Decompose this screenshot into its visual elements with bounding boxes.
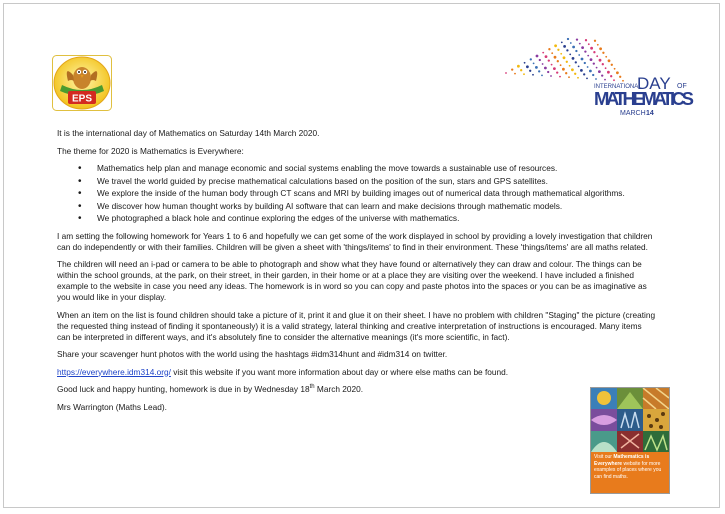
- logo-dot: [580, 69, 583, 72]
- logo-dot: [614, 68, 616, 70]
- logo-dot: [565, 72, 567, 74]
- theme-bullet-list: [57, 163, 657, 224]
- logo-dot: [599, 47, 602, 50]
- logo-dot: [514, 73, 516, 75]
- theme-paragraph: The theme for 2020 is Mathematics is Everywhere:: [57, 145, 244, 156]
- logo-dot: [542, 52, 544, 54]
- logo-dot: [557, 49, 559, 51]
- logo-dot: [589, 70, 592, 73]
- logo-dot: [529, 70, 531, 72]
- logo-dot: [604, 79, 606, 81]
- logo-dot: [605, 67, 607, 69]
- bullet-item: • We explore the inside of the human body through CT scans and MRI by building images out of numerical data through mathematical algorithms.: [97, 188, 657, 199]
- bullet-item: • We travel the world guided by precise mathematical calculations based on the position of the sun, stars and GPS satellites.: [97, 176, 657, 187]
- logo-dot: [556, 71, 558, 73]
- logo-dot: [596, 55, 598, 57]
- event-logo-international: INTERNATIONAL: [594, 84, 642, 90]
- logo-dot: [587, 55, 589, 57]
- event-logo: [484, 33, 696, 117]
- logo-dot: [553, 67, 556, 70]
- logo-dot: [584, 62, 586, 64]
- bullet-item: • We photographed a black hole and continue exploring the edges of the universe with mathematics.: [97, 213, 657, 224]
- logo-dot: [523, 73, 525, 75]
- logo-dot: [532, 74, 534, 76]
- logo-dot: [562, 68, 565, 71]
- logo-dot: [578, 54, 580, 56]
- website-description: visit this website if you want more information about day or where else maths can be found.: [170, 366, 509, 377]
- promo-photo-collage: [591, 388, 669, 452]
- logo-dot: [576, 38, 578, 40]
- logo-dot: [517, 65, 520, 68]
- logo-dot: [511, 68, 513, 70]
- logo-dot: [569, 54, 571, 56]
- logo-dot: [559, 76, 561, 78]
- logo-dot: [536, 55, 539, 58]
- logo-dot: [595, 78, 597, 80]
- logo-dot: [535, 66, 538, 69]
- logo-dot: [581, 46, 584, 49]
- logo-dot: [611, 64, 613, 66]
- logo-dot: [567, 38, 569, 40]
- logo-dot: [548, 59, 550, 61]
- event-logo-of: OF: [677, 83, 687, 90]
- logo-dot: [548, 48, 550, 50]
- logo-dot: [524, 62, 526, 64]
- logo-dot: [575, 50, 577, 52]
- logo-dot: [569, 65, 571, 67]
- logo-dot: [616, 71, 619, 74]
- logo-dot: [560, 64, 562, 66]
- logo-dot: [601, 74, 603, 76]
- logo-dot: [578, 66, 580, 68]
- logo-dot: [581, 58, 584, 61]
- logo-dot: [590, 47, 593, 50]
- logo-dot: [570, 42, 572, 44]
- logo-dot: [596, 67, 598, 69]
- logo-dot: [520, 69, 522, 71]
- logo-dot: [613, 79, 615, 81]
- event-logo-day: DAY: [637, 74, 671, 93]
- event-logo-march: MARCH: [620, 110, 646, 117]
- share-paragraph: Share your scavenger hunt photos with the world using the hashtags #idm314hunt and #idm314 on twitter.: [57, 349, 448, 359]
- logo-dot: [599, 59, 602, 62]
- logo-dot: [584, 50, 586, 52]
- logo-dot: [592, 74, 594, 76]
- logo-dot: [561, 42, 563, 44]
- logo-dot: [563, 45, 566, 48]
- logo-dot: [545, 55, 548, 58]
- logo-dot: [568, 76, 570, 78]
- logo-dot: [622, 80, 624, 82]
- event-logo-14: 14: [646, 110, 654, 117]
- logo-dot: [530, 58, 532, 60]
- logo-dot: [551, 52, 553, 54]
- logo-dot: [593, 51, 595, 53]
- logo-dot: [533, 63, 535, 65]
- logo-dot: [560, 53, 562, 55]
- logo-dot: [563, 56, 566, 59]
- event-logo-mathematics: MATHEMATICS: [594, 88, 694, 109]
- logo-dot: [607, 71, 610, 74]
- logo-dot: [538, 70, 540, 72]
- dot-fan-graphic: [505, 38, 624, 82]
- equipment-paragraph: The children will need an i-pad or camera to be able to photograph and show what they have found or alternatively they can draw and colour. The things can be within the school grounds, at the park, on their street, in their garden, in their home or at a place they are visiting over the weekend. I have included a finished example to the website in case you need any ideas. The homework is in word so you can copy and paste photos into the spaces or you can be as imaginative as you would like in your display.: [57, 259, 647, 302]
- signature: Mrs Warrington (Maths Lead).: [57, 401, 167, 412]
- logo-dot: [588, 43, 590, 45]
- logo-dot: [550, 75, 552, 77]
- logo-dot: [598, 70, 601, 73]
- instructions-paragraph: When an item on the list is found children should take a picture of it, print it and glue it on their sheet. I have no problem with children "Staging" the picture (creating the requested thing instead of finding it spontaneously) it is a valid strategy, lateral thinking and creative interpretation of instructions is encouraged. Many items can be interpreted in different ways, and it's absolutely fine to consider the alternative meanings (it's more scientific, in fact).: [57, 309, 656, 342]
- website-paragraph: [57, 367, 657, 378]
- logo-dot: [585, 39, 587, 41]
- logo-dot: [554, 56, 557, 59]
- logo-dot: [608, 59, 611, 62]
- bullet-item: • We discover how human thought works by building AI software that can learn and make decisions through mathematic models.: [97, 201, 657, 212]
- intro-paragraph: It is the international day of Mathematics on Saturday 14th March 2020.: [57, 128, 320, 138]
- logo-dot: [597, 44, 599, 46]
- logo-dot: [566, 49, 568, 51]
- logo-dot: [557, 60, 559, 62]
- logo-dot: [541, 75, 543, 77]
- school-logo-text: EPS: [71, 93, 93, 105]
- logo-dot: [605, 56, 607, 58]
- website-link[interactable]: https://everywhere.idm314.org/: [57, 366, 171, 377]
- promo-caption: Visit our Mathematics is Everywhere website for more examples of places where you can find maths.: [594, 454, 662, 480]
- logo-dot: [602, 63, 604, 65]
- school-logo: [52, 55, 112, 111]
- logo-dot: [554, 44, 557, 47]
- logo-dot: [593, 62, 595, 64]
- logo-dot: [572, 57, 575, 60]
- letter-body: [57, 128, 657, 419]
- maths-everywhere-promo[interactable]: [590, 387, 670, 494]
- logo-dot: [539, 59, 541, 61]
- logo-dot: [577, 77, 579, 79]
- logo-dot: [526, 65, 529, 68]
- logo-dot: [587, 66, 589, 68]
- logo-dot: [583, 73, 585, 75]
- logo-dot: [571, 68, 574, 71]
- logo-dot: [594, 40, 596, 42]
- logo-dot: [572, 46, 575, 49]
- closing-paragraph: Good luck and happy hunting, homework is due in by Wednesday 18th March 2020.: [57, 384, 364, 394]
- logo-dot: [602, 52, 604, 54]
- bullet-item: • Mathematics help plan and manage economic and social systems enabling the move towards a sustainable use of resources.: [97, 163, 657, 174]
- logo-dot: [505, 72, 507, 74]
- logo-dot: [590, 58, 593, 61]
- logo-dot: [566, 61, 568, 63]
- logo-dot: [574, 73, 576, 75]
- logo-dot: [544, 67, 547, 70]
- logo-dot: [610, 75, 612, 77]
- logo-dot: [579, 43, 581, 45]
- logo-dot: [542, 63, 544, 65]
- homework-paragraph: I am setting the following homework for Years 1 to 6 and hopefully we can get some of the work displayed in school by providing a lovely investigation that children can do independently or with their families. Children will be given a sheet with 'things/items' to find in their environment. These 'things/items' are all maths related.: [57, 230, 653, 252]
- logo-dot: [619, 76, 621, 78]
- logo-dot: [575, 61, 577, 63]
- logo-dot: [551, 64, 553, 66]
- logo-dot: [586, 78, 588, 80]
- logo-dot: [547, 71, 549, 73]
